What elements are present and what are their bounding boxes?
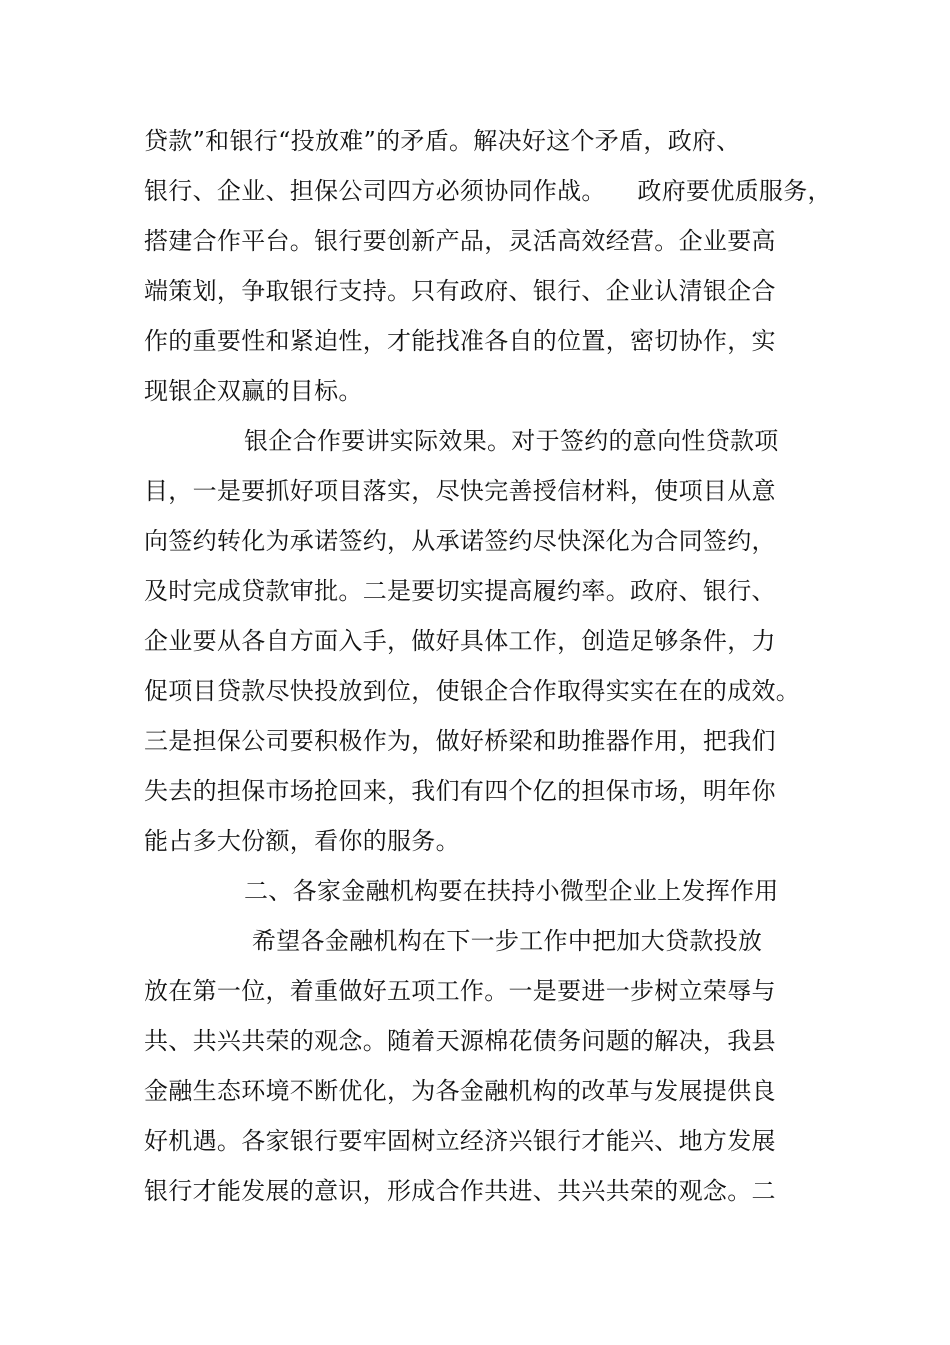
text-line: 失去的担保市场抢回来，我们有四个亿的担保市场，明年你 [144, 777, 776, 805]
text-line: 银行才能发展的意识，形成合作共进、共兴共荣的观念。二 [144, 1177, 776, 1205]
paragraph-start: 希望各金融机构在下一步工作中把加大贷款投放 [244, 927, 763, 955]
text-line: 促项目贷款尽快投放到位，使银企合作取得实实在在的成效。 [144, 677, 801, 705]
text-line: 现银企双赢的目标。 [144, 377, 363, 405]
text-line: 向签约转化为承诺签约，从承诺签约尽快深化为合同签约， [144, 527, 776, 555]
text-line: 作的重要性和紧迫性，才能找准各自的位置，密切协作，实 [144, 327, 776, 355]
text-line: 好机遇。各家银行要牢固树立经济兴银行才能兴、地方发展 [144, 1127, 776, 1155]
section-heading: 二、各家金融机构要在扶持小微型企业上发挥作用 [244, 877, 779, 905]
text-line: 三是担保公司要积极作为，做好桥梁和助推器作用，把我们 [144, 727, 776, 755]
text-line: 企业要从各自方面入手，做好具体工作，创造足够条件，力 [144, 627, 776, 655]
text-line: 搭建合作平台。银行要创新产品，灵活高效经营。企业要高 [144, 227, 776, 255]
text-line: 共、共兴共荣的观念。随着天源棉花债务问题的解决，我县 [144, 1027, 776, 1055]
text-line: 目，一是要抓好项目落实，尽快完善授信材料，使项目从意 [144, 477, 776, 505]
text-line: 贷款”和银行“投放难”的矛盾。解决好这个矛盾，政府、 [144, 127, 741, 155]
text-line: 放在第一位，着重做好五项工作。一是要进一步树立荣辱与 [144, 977, 776, 1005]
text-line: 端策划，争取银行支持。只有政府、银行、企业认清银企合 [144, 277, 776, 305]
paragraph-start: 银企合作要讲实际效果。对于签约的意向性贷款项 [244, 427, 779, 455]
text-line: 能占多大份额，看你的服务。 [144, 827, 460, 855]
body-text [144, 116, 832, 1216]
text-line: 银行、企业、担保公司四方必须协同作战。 政府要优质服务， [144, 177, 832, 205]
text-line: 金融生态环境不断优化，为各金融机构的改革与发展提供良 [144, 1077, 776, 1105]
text-line: 及时完成贷款审批。二是要切实提高履约率。政府、银行、 [144, 577, 776, 605]
